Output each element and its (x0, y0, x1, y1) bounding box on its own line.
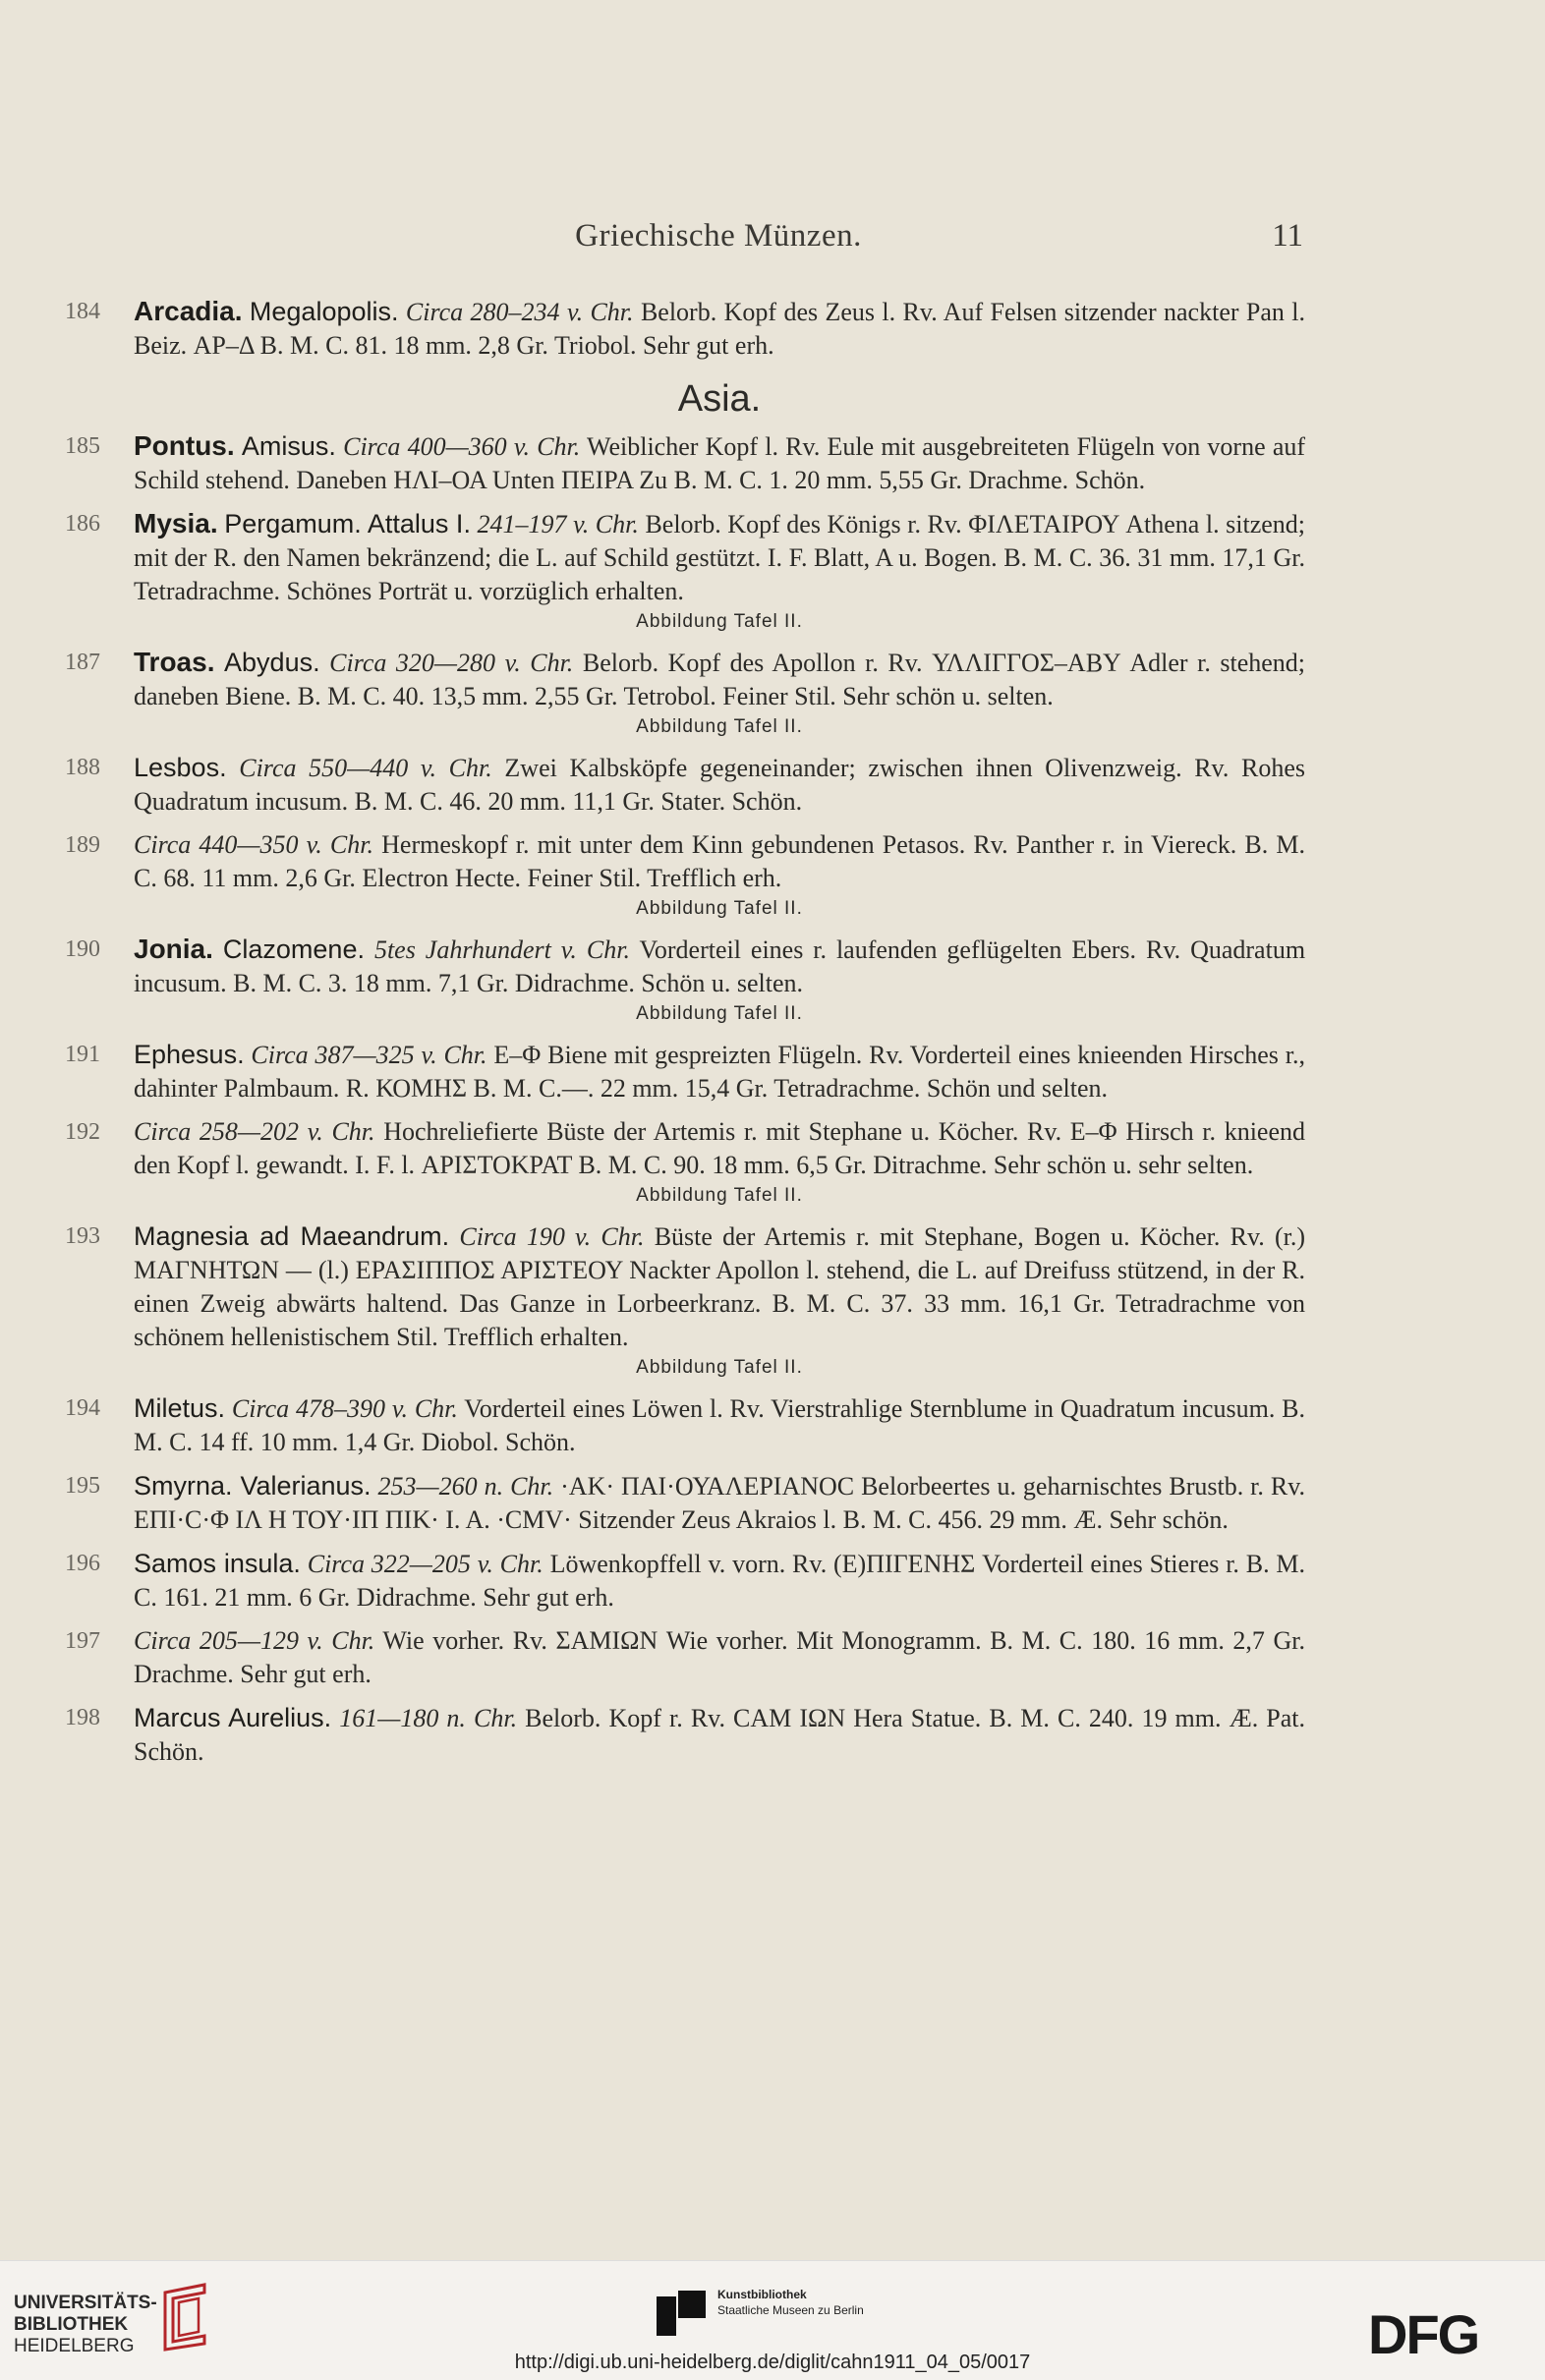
entry-text (134, 1219, 1305, 1354)
entry-place: Megalopolis. (249, 297, 399, 326)
entry-date: Circa 478–390 v. Chr. (231, 1394, 458, 1423)
entry-description: Hermeskopf r. mit unter dem Kinn gebundenen Petasos. Rv. Panther r. in Viereck. B. M. C. 68. 11 mm. 2,6 Gr. Electron Hecte. Feiner Stil. Trefflich erh. (134, 830, 1305, 892)
entry-place: Smyrna. Valerianus. (134, 1471, 372, 1501)
entry-description: Belorb. Kopf r. Rv. CAM ΙΩΝ Hera Statue. B. M. C. 240. 19 mm. Æ. Pat. Schön. (134, 1704, 1305, 1766)
entry-place: Samos insula. (134, 1549, 301, 1578)
entry-number: 190 (65, 936, 100, 962)
dfg-logo: DFG (1368, 2303, 1479, 2365)
entry-date: 161—180 n. Chr. (339, 1704, 518, 1732)
entry-date: 241–197 v. Chr. (477, 510, 639, 538)
catalogue-entry (0, 1115, 1545, 1210)
entry-number: 193 (65, 1223, 100, 1249)
ub-line-3: HEIDELBERG (14, 2336, 135, 2356)
entry-number: 188 (65, 755, 100, 780)
plate-reference: Abbildung Tafel II. (636, 611, 803, 632)
entry-region: Troas. (134, 647, 215, 677)
entry-date: Circa 550—440 v. Chr. (239, 754, 492, 782)
entry-place: Lesbos. (134, 753, 227, 782)
entry-place: Magnesia ad Maeandrum. (134, 1221, 450, 1251)
catalogue-entry (0, 295, 1545, 363)
source-url[interactable]: http://digi.ub.uni-heidelberg.de/diglit/cahn1911_04_05/0017 (514, 2352, 1031, 2373)
entry-description: Hochreliefierte Büste der Artemis r. mit Stephane u. Köcher. Rv. Ε–Φ Hirsch r. knieend den Kopf l. gewandt. I. F. l. ΑΡΙΣΤΟΚΡΑΤ B. M. C. 90. 18 mm. 6,5 Gr. Ditrachme. Sehr schön u. sehr selten. (134, 1117, 1305, 1179)
entry-number: 197 (65, 1628, 100, 1654)
ub-line-1: UNIVERSITÄTS- (14, 2293, 157, 2313)
catalogue-entry (0, 751, 1545, 819)
entry-description: Belorb. Kopf des Apollon r. Rv. ΥΛΛΙΓΓΟΣ–ΑΒΥ Adler r. stehend; daneben Biene. B. M. C. 40. 13,5 mm. 2,55 Gr. Tetrobol. Feiner Stil. Sehr schön u. selten. (134, 649, 1306, 710)
catalogue-entry (0, 1038, 1545, 1105)
entry-text (134, 1038, 1305, 1105)
entry-number: 194 (65, 1395, 100, 1421)
entry-text (134, 646, 1305, 713)
entry-number: 198 (65, 1705, 100, 1730)
catalogue-entry (0, 1624, 1545, 1691)
entry-date: Circa 320—280 v. Chr. (329, 649, 574, 677)
catalogue-entry (0, 429, 1545, 497)
entry-place: Miletus. (134, 1393, 226, 1423)
plate-reference: Abbildung Tafel II. (636, 1185, 803, 1206)
entry-date: Circa 280–234 v. Chr. (405, 298, 634, 326)
plate-reference: Abbildung Tafel II. (636, 716, 803, 737)
entry-text (134, 1701, 1305, 1769)
entry-number: 186 (65, 511, 100, 537)
entry-text (134, 507, 1305, 608)
entry-place: Amisus. (241, 431, 336, 461)
ub-heidelberg-label (14, 2293, 157, 2357)
catalogue-entry (0, 828, 1545, 923)
entry-text (134, 933, 1305, 1000)
entry-description: Vorderteil eines Löwen l. Rv. Vierstrahlige Sternblume in Quadratum incusum. B. M. C. 14 ff. 10 mm. 1,4 Gr. Diobol. Schön. (134, 1394, 1306, 1456)
catalogue-entries (0, 295, 1545, 1779)
entry-date: 5tes Jahrhundert v. Chr. (373, 935, 630, 964)
ub-line-2: BIBLIOTHEK (14, 2314, 129, 2335)
entry-description: Büste der Artemis r. mit Stephane, Bogen u. Köcher. Rv. (r.) ΜΑΓΝΗΤΩΝ — (l.) ΕΡΑΣΙΠΠΟΣ ΑΡΙΣΤΕΟΥ Nackter Apollon l. stehend, die L. auf Dreifuss stützend, in der R. einen Zweig abwärts haltend. Das Ganze in Lorbeerkranz. B. M. C. 37. 33 mm. 16,1 Gr. Tetradrachme von schönem hellenistischem Stil. Trefflich erhalten. (134, 1222, 1306, 1351)
entry-place: Ephesus. (134, 1040, 245, 1069)
entry-region: Jonia. (134, 934, 213, 964)
entry-text (134, 1115, 1305, 1182)
entry-text (134, 828, 1305, 895)
entry-text (134, 429, 1305, 497)
ub-heidelberg-logo-icon (155, 2283, 214, 2352)
entry-description: Wie vorher. Rv. ΣΑΜΙΩΝ Wie vorher. Mit Monogramm. B. M. C. 180. 16 mm. 2,7 Gr. Drachme. Sehr gut erh. (134, 1626, 1305, 1688)
plate-reference: Abbildung Tafel II. (636, 898, 803, 919)
entry-number: 189 (65, 832, 100, 858)
region-heading: Asia. (677, 378, 762, 420)
entry-date: Circa 205—129 v. Chr. (134, 1626, 375, 1655)
entry-date: Circa 258—202 v. Chr. (134, 1117, 375, 1146)
entry-date: Circa 440—350 v. Chr. (134, 830, 373, 859)
entry-number: 195 (65, 1473, 100, 1499)
entry-place: Abydus. (224, 648, 320, 677)
entry-description: ·ΑΚ· ΠΑΙ·ΟΥΑΛΕΡΙΑΝΟC Belorbeertes u. geharnischtes Brustb. r. Rv. ΕΠΙ·C·Φ ΙΛ Η ΤΟΥ·ΙΠ ΠΙΚ· I. A. ·CMV· Sitzender Zeus Akraios l. B. M. C. 456. 29 mm. Æ. Sehr schön. (134, 1472, 1306, 1534)
catalogue-entry (0, 1701, 1545, 1769)
entry-number: 185 (65, 433, 100, 459)
entry-text (134, 1624, 1305, 1691)
entry-description: Vorderteil eines r. laufenden geflügelten Ebers. Rv. Quadratum incusum. B. M. C. 3. 18 mm. 7,1 Gr. Didrachme. Schön u. selten. (134, 935, 1306, 997)
catalogue-entry (0, 1391, 1545, 1459)
entry-place: Clazomene. (222, 935, 365, 964)
entry-place: Pergamum. Attalus I. (224, 509, 471, 538)
entry-date: Circa 322—205 v. Chr. (307, 1550, 544, 1578)
entry-text (134, 751, 1305, 819)
entry-description: Weiblicher Kopf l. Rv. Eule mit ausgebreiteten Flügeln von vorne auf Schild stehend. Daneben ΗΛΙ–ΟΑ Unten ΠΕΙΡΑ Zu B. M. C. 1. 20 mm. 5,55 Gr. Drachme. Schön. (134, 432, 1306, 494)
catalogue-entry (0, 1547, 1545, 1615)
entry-date: Circa 387—325 v. Chr. (251, 1041, 487, 1069)
plate-reference: Abbildung Tafel II. (636, 1003, 803, 1024)
entry-description: Löwenkopffell v. vorn. Rv. (Ε)ΠΙΓΕΝΗΣ Vorderteil eines Stieres r. B. M. C. 161. 21 mm. 6 Gr. Didrachme. Sehr gut erh. (134, 1550, 1306, 1612)
kunstbibliothek-label (717, 2287, 864, 2318)
viewer-footer (0, 2260, 1545, 2380)
entry-number: 196 (65, 1551, 100, 1576)
entry-date: Circa 400—360 v. Chr. (343, 432, 581, 461)
catalogue-entry (0, 507, 1545, 636)
entry-text (134, 1547, 1305, 1615)
entry-number: 192 (65, 1119, 100, 1145)
entry-text (134, 1391, 1305, 1459)
entry-number: 191 (65, 1042, 100, 1067)
page-title: Griechische Münzen. (575, 218, 862, 254)
kb-subtitle: Staatliche Museen zu Berlin (717, 2303, 864, 2317)
entry-date: 253—260 n. Chr. (377, 1472, 554, 1501)
entry-description: Belorb. Kopf des Königs r. Rv. ΦΙΛΕΤΑΙΡΟΥ Athena l. sitzend; mit der R. den Namen bekränzend; die L. auf Schild gestützt. I. F. Blatt, A u. Bogen. B. M. C. 36. 31 mm. 17,1 Gr. Tetradrachme. Schönes Porträt u. vorzüglich erhalten. (134, 510, 1306, 605)
catalogue-entry (0, 646, 1545, 741)
entry-region: Arcadia. (134, 296, 243, 326)
entry-description: Ε–Φ Biene mit gespreizten Flügeln. Rv. Vorderteil eines knieenden Hirsches r., dahinter Palmbaum. R. ΚΟΜΗΣ B. M. C.—. 22 mm. 15,4 Gr. Tetradrachme. Schön und selten. (134, 1041, 1305, 1103)
entry-text (134, 1469, 1305, 1537)
catalogue-entry (0, 1219, 1545, 1382)
entry-place: Marcus Aurelius. (134, 1703, 332, 1732)
catalogue-entry (0, 933, 1545, 1028)
catalogue-entry (0, 1469, 1545, 1537)
entry-description: Belorb. Kopf des Zeus l. Rv. Auf Felsen sitzender nackter Pan l. Beiz. ΑΡ–Δ B. M. C. 81. 18 mm. 2,8 Gr. Triobol. Sehr gut erh. (134, 298, 1306, 360)
entry-number: 187 (65, 650, 100, 675)
entry-region: Pontus. (134, 430, 235, 461)
entry-description: Zwei Kalbsköpfe gegeneinander; zwischen ihnen Olivenzweig. Rv. Rohes Quadratum incusum. B. M. C. 46. 20 mm. 11,1 Gr. Stater. Schön. (134, 754, 1306, 816)
kunstbibliothek-logo-icon (657, 2291, 708, 2338)
plate-reference: Abbildung Tafel II. (636, 1357, 803, 1378)
entry-region: Mysia. (134, 508, 218, 538)
page-number: 11 (1272, 218, 1303, 254)
entry-date: Circa 190 v. Chr. (459, 1222, 645, 1251)
running-header (134, 218, 1303, 265)
entry-text (134, 295, 1305, 363)
kb-title: Kunstbibliothek (717, 2288, 807, 2301)
entry-number: 184 (65, 299, 100, 324)
